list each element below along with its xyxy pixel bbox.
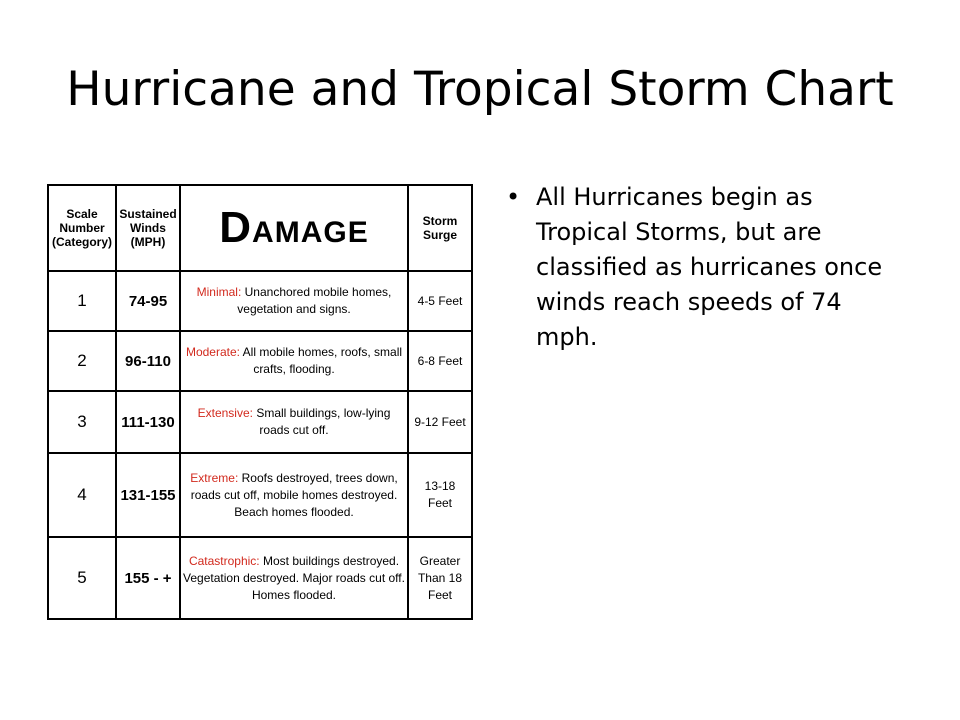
header-winds-line3: (MPH)	[130, 235, 166, 249]
damage-cell	[180, 391, 408, 453]
table-row	[48, 391, 472, 453]
damage-level: Minimal:	[196, 285, 242, 299]
table-row	[48, 453, 472, 537]
bullet-item	[502, 180, 902, 355]
damage-level: Catastrophic:	[188, 553, 260, 568]
damage-description: Roofs destroyed, trees down, roads cut off, mobile homes destroyed. Beach homes flooded.	[190, 470, 398, 519]
damage-level: Extreme:	[190, 470, 239, 485]
bullet-text: All Hurricanes begin as Tropical Storms, but are classified as hurricanes once winds reach speeds of 74 mph.	[536, 183, 883, 351]
table-header-row	[48, 185, 472, 271]
header-scale-line3: (Category)	[51, 235, 112, 249]
header-scale-number	[48, 185, 116, 271]
header-scale-line2: Number	[59, 221, 105, 235]
damage-description: Unanchored mobile homes, vegetation and signs.	[237, 285, 392, 316]
surge-cell: 6-8 Feet	[408, 331, 472, 391]
damage-description: Most buildings destroyed. Vegetation destroyed. Major roads cut off. Homes flooded.	[183, 553, 405, 602]
header-scale-line1: Scale	[66, 207, 98, 221]
header-damage	[180, 185, 408, 271]
damage-level: Extensive:	[197, 406, 253, 420]
table-row	[48, 331, 472, 391]
winds-cell: 131-155	[116, 453, 180, 537]
header-winds-line1: Sustained	[119, 207, 177, 221]
hurricane-scale-table	[47, 184, 473, 620]
category-cell: 5	[48, 537, 116, 619]
header-storm-surge	[408, 185, 472, 271]
damage-cell	[180, 537, 408, 619]
category-cell: 2	[48, 331, 116, 391]
surge-cell: 9-12 Feet	[408, 391, 472, 453]
damage-description: Small buildings, low-lying roads cut off.	[256, 406, 391, 437]
damage-cell	[180, 271, 408, 331]
damage-cell	[180, 453, 408, 537]
header-winds-line2: Winds	[130, 221, 166, 235]
damage-level: Moderate:	[185, 345, 240, 359]
slide-title: Hurricane and Tropical Storm Chart	[66, 62, 894, 117]
surge-cell: 13-18 Feet	[408, 453, 472, 537]
bullet-dot-icon: •	[506, 183, 521, 211]
category-cell: 4	[48, 453, 116, 537]
damage-description: All mobile homes, roofs, small crafts, flooding.	[242, 345, 403, 376]
header-damage-rest: AMAGE	[252, 216, 369, 249]
bullet-list	[502, 180, 902, 355]
winds-cell: 111-130	[116, 391, 180, 453]
header-surge-line1: Storm	[422, 214, 458, 228]
winds-cell: 96-110	[116, 331, 180, 391]
winds-cell: 74-95	[116, 271, 180, 331]
category-cell: 1	[48, 271, 116, 331]
category-cell: 3	[48, 391, 116, 453]
winds-cell: 155 - +	[116, 537, 180, 619]
table-row	[48, 537, 472, 619]
header-surge-line2: Surge	[422, 228, 457, 242]
header-damage-first: D	[219, 203, 253, 252]
surge-cell: Greater Than 18 Feet	[408, 537, 472, 619]
header-sustained-winds	[116, 185, 180, 271]
damage-cell	[180, 331, 408, 391]
surge-cell: 4-5 Feet	[408, 271, 472, 331]
table-row	[48, 271, 472, 331]
